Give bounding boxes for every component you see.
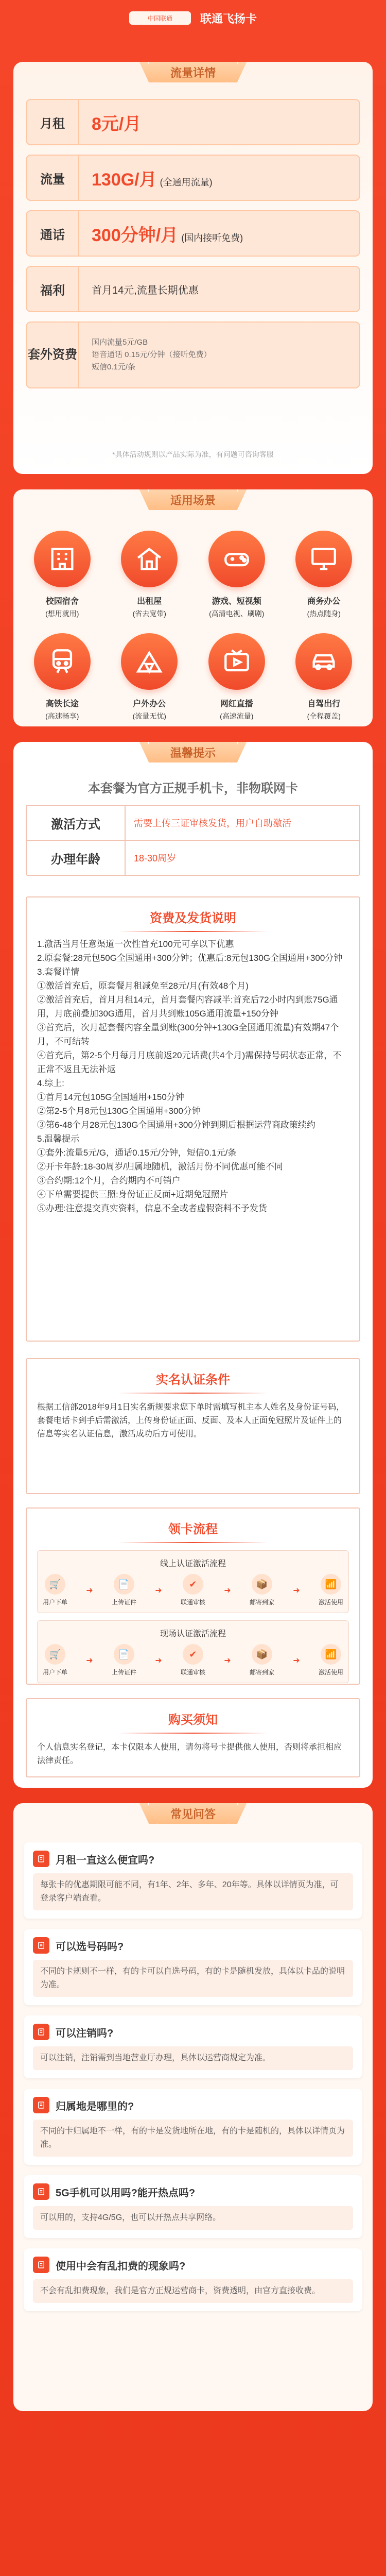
house-icon [121,531,178,587]
flow-step [319,1644,343,1676]
scenario-item [19,531,106,619]
row-note: (国内接听免费) [181,232,243,243]
arrow-right-icon: ➜ [86,1586,93,1595]
train-icon [34,633,91,690]
scenario-title: 商务办公 [307,597,341,606]
tips-card [13,742,373,1788]
scenario-title: 户外办公 [133,700,166,708]
flow-step [43,1644,67,1676]
row-note: 首月14元,流量长期优惠 [92,284,199,296]
faq-item[interactable] [24,1842,362,1919]
shipping-line: 1.激活当月任意渠道一次性首充100元可享以下优惠 [37,939,234,949]
scenario-subtitle: (想用就用) [45,609,79,618]
purchase-box [26,1698,360,1777]
faq-answer: 不同的卡规则不一样，有的卡可以自选号码，有的卡是随机发放，具体以卡品的说明为准。 [33,1960,353,1997]
package-card [13,62,373,474]
extra-line: 语音通话 0.15元/分钟（接听免费） [92,350,212,359]
faq-question-text: 月租一直这么便宜吗? [56,1854,155,1866]
faq-item[interactable] [24,2248,362,2311]
realname-title: 实名认证条件 [27,1369,359,1394]
scenario-subtitle: (全程覆盖) [307,712,341,720]
step-label: 用户下单 [43,1669,68,1676]
tips-headline: 本套餐为官方正规手机卡，非物联网卡 [88,782,298,795]
faq-question-text: 归属地是哪里的? [56,2100,134,2112]
flow-list [27,1550,359,1683]
shipping-line: ①首月14元包105G全国通用+150分钟 [37,1092,184,1102]
flow-step [181,1644,205,1676]
tent-icon [121,633,178,690]
faq-card [13,1803,373,2411]
row-label: 福利 [27,267,79,311]
faq-ribbon: 常见问答 [149,1803,237,1824]
shipping-line: ⑤办理:注意提交真实资料，信息不全或者虚假资料不予发货 [37,1204,267,1213]
arrow-right-icon: ➜ [86,1656,93,1665]
question-icon [33,1851,49,1867]
shipping-line: ②第2-5个月8元包130G全国通用+300分钟 [37,1106,201,1116]
step-icon: 📦 [252,1644,272,1665]
faq-answer: 不同的卡归属地不一样，有的卡是发货地所在地，有的卡是随机的，具体以详情页为准。 [33,2120,353,2157]
flow-step [112,1644,136,1676]
step-label: 激活使用 [318,1669,343,1676]
faq-question-text: 可以注销吗? [56,2027,114,2039]
flow-step [319,1574,343,1606]
step-label: 上传证件 [111,1599,136,1606]
arrow-right-icon: ➜ [293,1586,300,1595]
gamepad-icon [208,531,265,587]
faq-question[interactable] [33,2024,353,2040]
faq-answer: 每张卡的优惠期限可能不同，有1年、2年、多年、20年等。具体以详情页为准，可登录客户端查看。 [33,1873,353,1910]
scenario-title: 出租屋 [137,597,162,606]
shipping-line: ①套外:流量5元/G，通话0.15元/分钟，短信0.1元/条 [37,1148,237,1158]
shipping-line: ②开卡年龄:18-30周岁/归属地随机，激活月份不同优惠可能不同 [37,1162,283,1172]
scenario-item [19,633,106,721]
flow-block [37,1620,349,1683]
row-label: 通话 [27,211,79,256]
table-row [27,841,359,875]
row-label: 套外资费 [27,323,79,387]
scenario-title: 网红直播 [220,700,253,708]
scenarios-card [13,489,373,726]
step-icon: 🛒 [45,1644,65,1665]
faq-question-text: 5G手机可以用吗?能开热点吗? [56,2187,196,2199]
arrow-right-icon: ➜ [224,1656,231,1665]
extra-fees-list [79,336,212,374]
step-icon: 📶 [321,1644,341,1665]
scenario-item [193,531,280,619]
question-icon [33,2097,49,2113]
info-table [26,805,360,876]
step-label: 联通审核 [180,1669,205,1676]
shipping-line: ③合约期:12个月，合约期内不可销户 [37,1176,181,1185]
header [0,0,386,36]
scenario-item [280,531,368,619]
step-icon: ✔ [183,1574,203,1595]
shipping-line: ③第6-48个月28元包130G全国通用+300分钟到期后根据运营商政策续约 [37,1120,315,1130]
faq-answer: 可以用的，支持4G/5G，也可以开热点共享网络。 [33,2206,353,2230]
scenario-title: 校园宿舍 [45,597,79,606]
step-icon: 📄 [114,1574,134,1595]
flow-title: 领卡流程 [27,1519,359,1543]
step-label: 联通审核 [180,1599,205,1606]
step-icon: ✔ [183,1644,203,1665]
row-value: 8元/月 [92,114,142,134]
scenario-subtitle: (流量无忧) [132,712,166,720]
faq-answer: 可以注销，注销需到当地营业厅办理，具体以运营商规定为准。 [33,2046,353,2070]
shipping-line: 4.综上: [37,1078,64,1088]
step-icon: 📶 [321,1574,341,1595]
shipping-line: ①激活首充后，原套餐月租减免至28元/月(有效48个月) [37,981,249,991]
scenario-item [193,633,280,721]
arrow-right-icon: ➜ [155,1586,162,1595]
row-value: 130G/月 (全通用流量) [92,170,213,190]
shipping-line: ④下单需要提供三照:身份证正反面+近期免冠照片 [37,1190,229,1199]
question-icon [33,1937,49,1954]
table-value: 18-30周岁 [134,853,177,863]
faq-answer: 不会有乱扣费现象，我们是官方正规运营商卡，资费透明，由官方直接收费。 [33,2279,353,2303]
row-value: 300分钟/月 (国内接听免费) [92,225,243,245]
purchase-text: 个人信息实名登记，本卡仅限本人使用，请勿将号卡提供他人使用，否则将承担相应法律责任。 [37,1743,342,1765]
step-label: 上传证件 [111,1669,136,1676]
question-icon [33,2024,49,2040]
arrow-right-icon: ➜ [155,1656,162,1665]
faq-item[interactable] [24,2089,362,2165]
faq-question[interactable] [33,1937,353,1954]
package-ribbon: 流量详情 [149,62,237,82]
step-icon: 📦 [252,1574,272,1595]
row-note: (全通用流量) [160,177,213,188]
scenario-title: 游戏、短视频 [212,597,261,606]
faq-question[interactable] [33,1851,353,1867]
scenario-subtitle: (高速畅享) [45,712,79,720]
scenario-grid [19,531,367,721]
flow-step [43,1574,67,1606]
step-label: 邮寄到家 [249,1599,274,1606]
brand-title: 联通飞扬卡 [200,12,257,25]
disclaimer: *具体活动规则以产品实际为准，有问题可咨询客服 [112,450,274,459]
step-label: 用户下单 [43,1599,68,1606]
flow-step [250,1574,274,1606]
flow-block [37,1550,349,1613]
faq-question[interactable] [33,2097,353,2113]
faq-item[interactable] [24,1929,362,2005]
flow-steps [43,1574,343,1606]
scenario-subtitle: (省去宽带) [132,609,166,618]
monitor-icon [295,531,352,587]
step-label: 激活使用 [318,1599,343,1606]
faq-item[interactable] [24,2015,362,2078]
flow-name: 线上认证激活流程 [160,1560,226,1568]
shipping-line: ②激活首充后，首月月租14元，首月套餐内容减半:首充后72小时内到账75G通用，月底前叠加30G通用，首月共到账105G通用流量+150分钟 [37,995,338,1019]
scenario-item [106,531,194,619]
extra-line: 短信0.1元/条 [92,363,136,371]
scenario-item [106,633,194,721]
tv-icon [208,633,265,690]
shipping-line: 5.温馨提示 [37,1134,80,1144]
tips-ribbon: 温馨提示 [149,742,237,762]
row-benefit [26,266,360,312]
question-icon [33,2257,49,2273]
table-key: 办理年龄 [27,841,126,875]
scenario-item [280,633,368,721]
flow-step [112,1574,136,1606]
extra-line: 国内流量5元/GB [92,338,148,347]
row-data [26,155,360,201]
faq-question-text: 可以选号码吗? [56,1941,124,1953]
shipping-line: ③首充后，次月起套餐内容全量到账(300分钟+130G全国通用流量)有效期47个月，不可结转 [37,1023,339,1046]
flow-box [26,1507,360,1685]
purchase-title: 购买须知 [27,1709,359,1734]
flow-step [250,1644,274,1676]
row-label: 流量 [27,156,79,200]
table-key: 激活方式 [27,806,126,840]
faq-question-text: 使用中会有乱扣费的现象吗? [56,2260,186,2272]
shipping-box [26,896,360,1342]
row-monthly-fee [26,99,360,145]
flow-name: 现场认证激活流程 [160,1630,226,1638]
shipping-line: 2.原套餐:28元包50G全国通用+300分钟；优惠后:8元包130G全国通用+300分钟 [37,953,343,963]
faq-question[interactable] [33,2257,353,2273]
step-icon: 📄 [114,1644,134,1665]
scenarios-ribbon: 适用场景 [149,489,237,510]
scenario-title: 自驾出行 [307,700,341,708]
table-value: 需要上传三证审核发货，用户自助激活 [134,818,291,828]
faq-list [24,1842,362,2321]
building-icon [34,531,91,587]
flow-step [181,1574,205,1606]
question-icon [33,2183,49,2200]
car-icon [295,633,352,690]
step-icon: 🛒 [45,1574,65,1595]
shipping-line: 3.套餐详情 [37,967,80,977]
row-label: 月租 [27,100,79,144]
arrow-right-icon: ➜ [224,1586,231,1595]
table-row [27,806,359,841]
unicom-logo: 中国联通 [129,11,191,25]
faq-question[interactable] [33,2183,353,2200]
step-label: 邮寄到家 [249,1669,274,1676]
shipping-lines [27,932,359,1221]
arrow-right-icon: ➜ [293,1656,300,1665]
scenario-title: 高铁长途 [45,700,79,708]
realname-text: 根据工信部2018年9月1日实名新规要求您下单时需填写机主本人姓名及身份证号码，套餐电话卡到手后需激活，上传身份证正面、反面、及本人正面免冠照片及证件上的信息等实名认证信息，激活成功后方可使用。 [37,1403,345,1438]
row-extra-fees [26,321,360,388]
shipping-title: 资费及发货说明 [27,908,359,932]
flow-steps [43,1644,343,1676]
faq-item[interactable] [24,2175,362,2238]
scenario-subtitle: (高速流量) [220,712,254,720]
realname-box [26,1358,360,1494]
shipping-line: ④首充后，第2-5个月每月月底前返20元话费(共4个月)需保持号码状态正常，不正常不返且无法补返 [37,1050,342,1074]
row-voice [26,210,360,257]
scenario-subtitle: (热点随身) [307,609,341,618]
scenario-subtitle: (高清电视、刷剧) [209,609,265,618]
